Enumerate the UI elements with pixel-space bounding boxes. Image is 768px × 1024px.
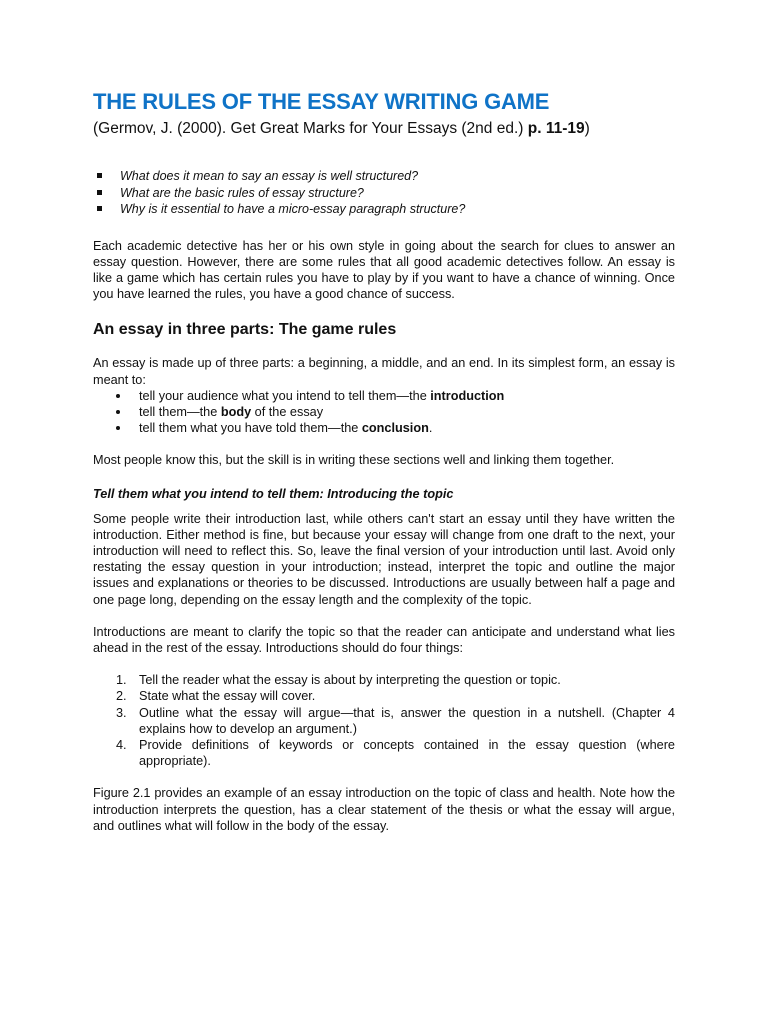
item-number: 1. (116, 673, 127, 688)
part-text: tell them what you have told them—the (139, 421, 362, 436)
section-heading: An essay in three parts: The game rules (93, 321, 397, 339)
question-item (93, 185, 675, 202)
citation-text: (Germov, J. (2000). Get Great Marks for Your Essays (2nd ed.) (93, 120, 528, 137)
essay-part-item (93, 388, 675, 404)
part-text: tell your audience what you intend to tell them—the (139, 388, 431, 403)
item-number: 4. (116, 737, 127, 752)
round-bullet-icon (116, 410, 120, 414)
intro-paragraph: Each academic detective has her or his own style in going about the search for clues to answer an essay question. However, there are some rules that all good academic detectives follow. An essay is like a game which has certain rules you have to play by if you want to have a chance of winning. Once you have learned the rules, you have a good chance of success. (93, 238, 675, 302)
part-keyword: body (220, 404, 252, 419)
round-bullet-icon (116, 426, 120, 430)
item-text: State what the essay will cover. (139, 689, 316, 704)
question-list (93, 168, 675, 218)
figure-paragraph: Figure 2.1 provides an example of an essay introduction on the topic of class and health. Note how the introduction interprets the question, has a clear statement of the thesis or what the essay will argue, and outlines what will follow in the body of the essay. (93, 786, 675, 833)
citation-pages: p. 11-19 (527, 120, 585, 137)
numbered-item (93, 737, 675, 769)
part-text-end: of the essay (251, 404, 324, 419)
numbered-item (93, 705, 675, 737)
four-things-list (93, 672, 675, 769)
item-number: 2. (116, 689, 127, 704)
document-content (93, 88, 675, 834)
item-text: Tell the reader what the essay is about by interpreting the question or topic. (139, 673, 561, 688)
part-keyword: conclusion (361, 421, 429, 436)
introduction-paragraph: Some people write their introduction last, while others can't start an essay until they have written the introduction. Either method is fine, but because your essay will change from one draft to the next, your introduction will need to reflect this. So, leave the final version of your introduction until last. Avoid only restating the essay question in your introduction; instead, interpret the topic and outline the major issues and explanations or theories to be discussed. Introductions are usually between half a page and one page long, depending on the essay length and the complexity of the topic. (93, 511, 675, 607)
round-bullet-icon (116, 394, 120, 398)
skill-paragraph: Most people know this, but the skill is in writing these sections well and linking them together. (93, 453, 615, 468)
document-title: THE RULES OF THE ESSAY WRITING GAME (93, 89, 550, 114)
question-item (93, 168, 675, 185)
essay-part-item (93, 404, 675, 420)
question-text: What does it mean to say an essay is well structured? (120, 169, 419, 183)
item-number: 3. (116, 705, 127, 720)
question-item (93, 201, 675, 218)
numbered-item (93, 672, 675, 688)
citation-close: ) (584, 120, 590, 137)
three-parts-paragraph: An essay is made up of three parts: a beginning, a middle, and an end. In its simplest form, an essay is meant to: (93, 356, 675, 387)
part-text: tell them—the (139, 404, 221, 419)
citation (93, 118, 675, 140)
square-bullet-icon (97, 206, 102, 211)
clarify-paragraph: Introductions are meant to clarify the topic so that the reader can anticipate and understand what lies ahead in the rest of the essay. Introductions should do four things: (93, 624, 675, 655)
item-text: Provide definitions of keywords or concepts contained in the essay question (where appropriate). (139, 737, 675, 769)
numbered-item (93, 688, 675, 704)
subsection-heading: Tell them what you intend to tell them: Introducing the topic (93, 486, 454, 501)
essay-part-item (93, 420, 675, 436)
question-text: What are the basic rules of essay structure? (120, 185, 364, 200)
item-text: Outline what the essay will argue—that is, answer the question in a nutshell. (Chapter 4 explains how to develop an argument.) (139, 705, 675, 736)
essay-parts-list (93, 388, 675, 437)
square-bullet-icon (97, 173, 102, 178)
part-text-end: . (428, 421, 433, 436)
question-text: Why is it essential to have a micro-essay paragraph structure? (120, 202, 466, 216)
square-bullet-icon (97, 190, 102, 195)
part-keyword: introduction (430, 388, 505, 403)
